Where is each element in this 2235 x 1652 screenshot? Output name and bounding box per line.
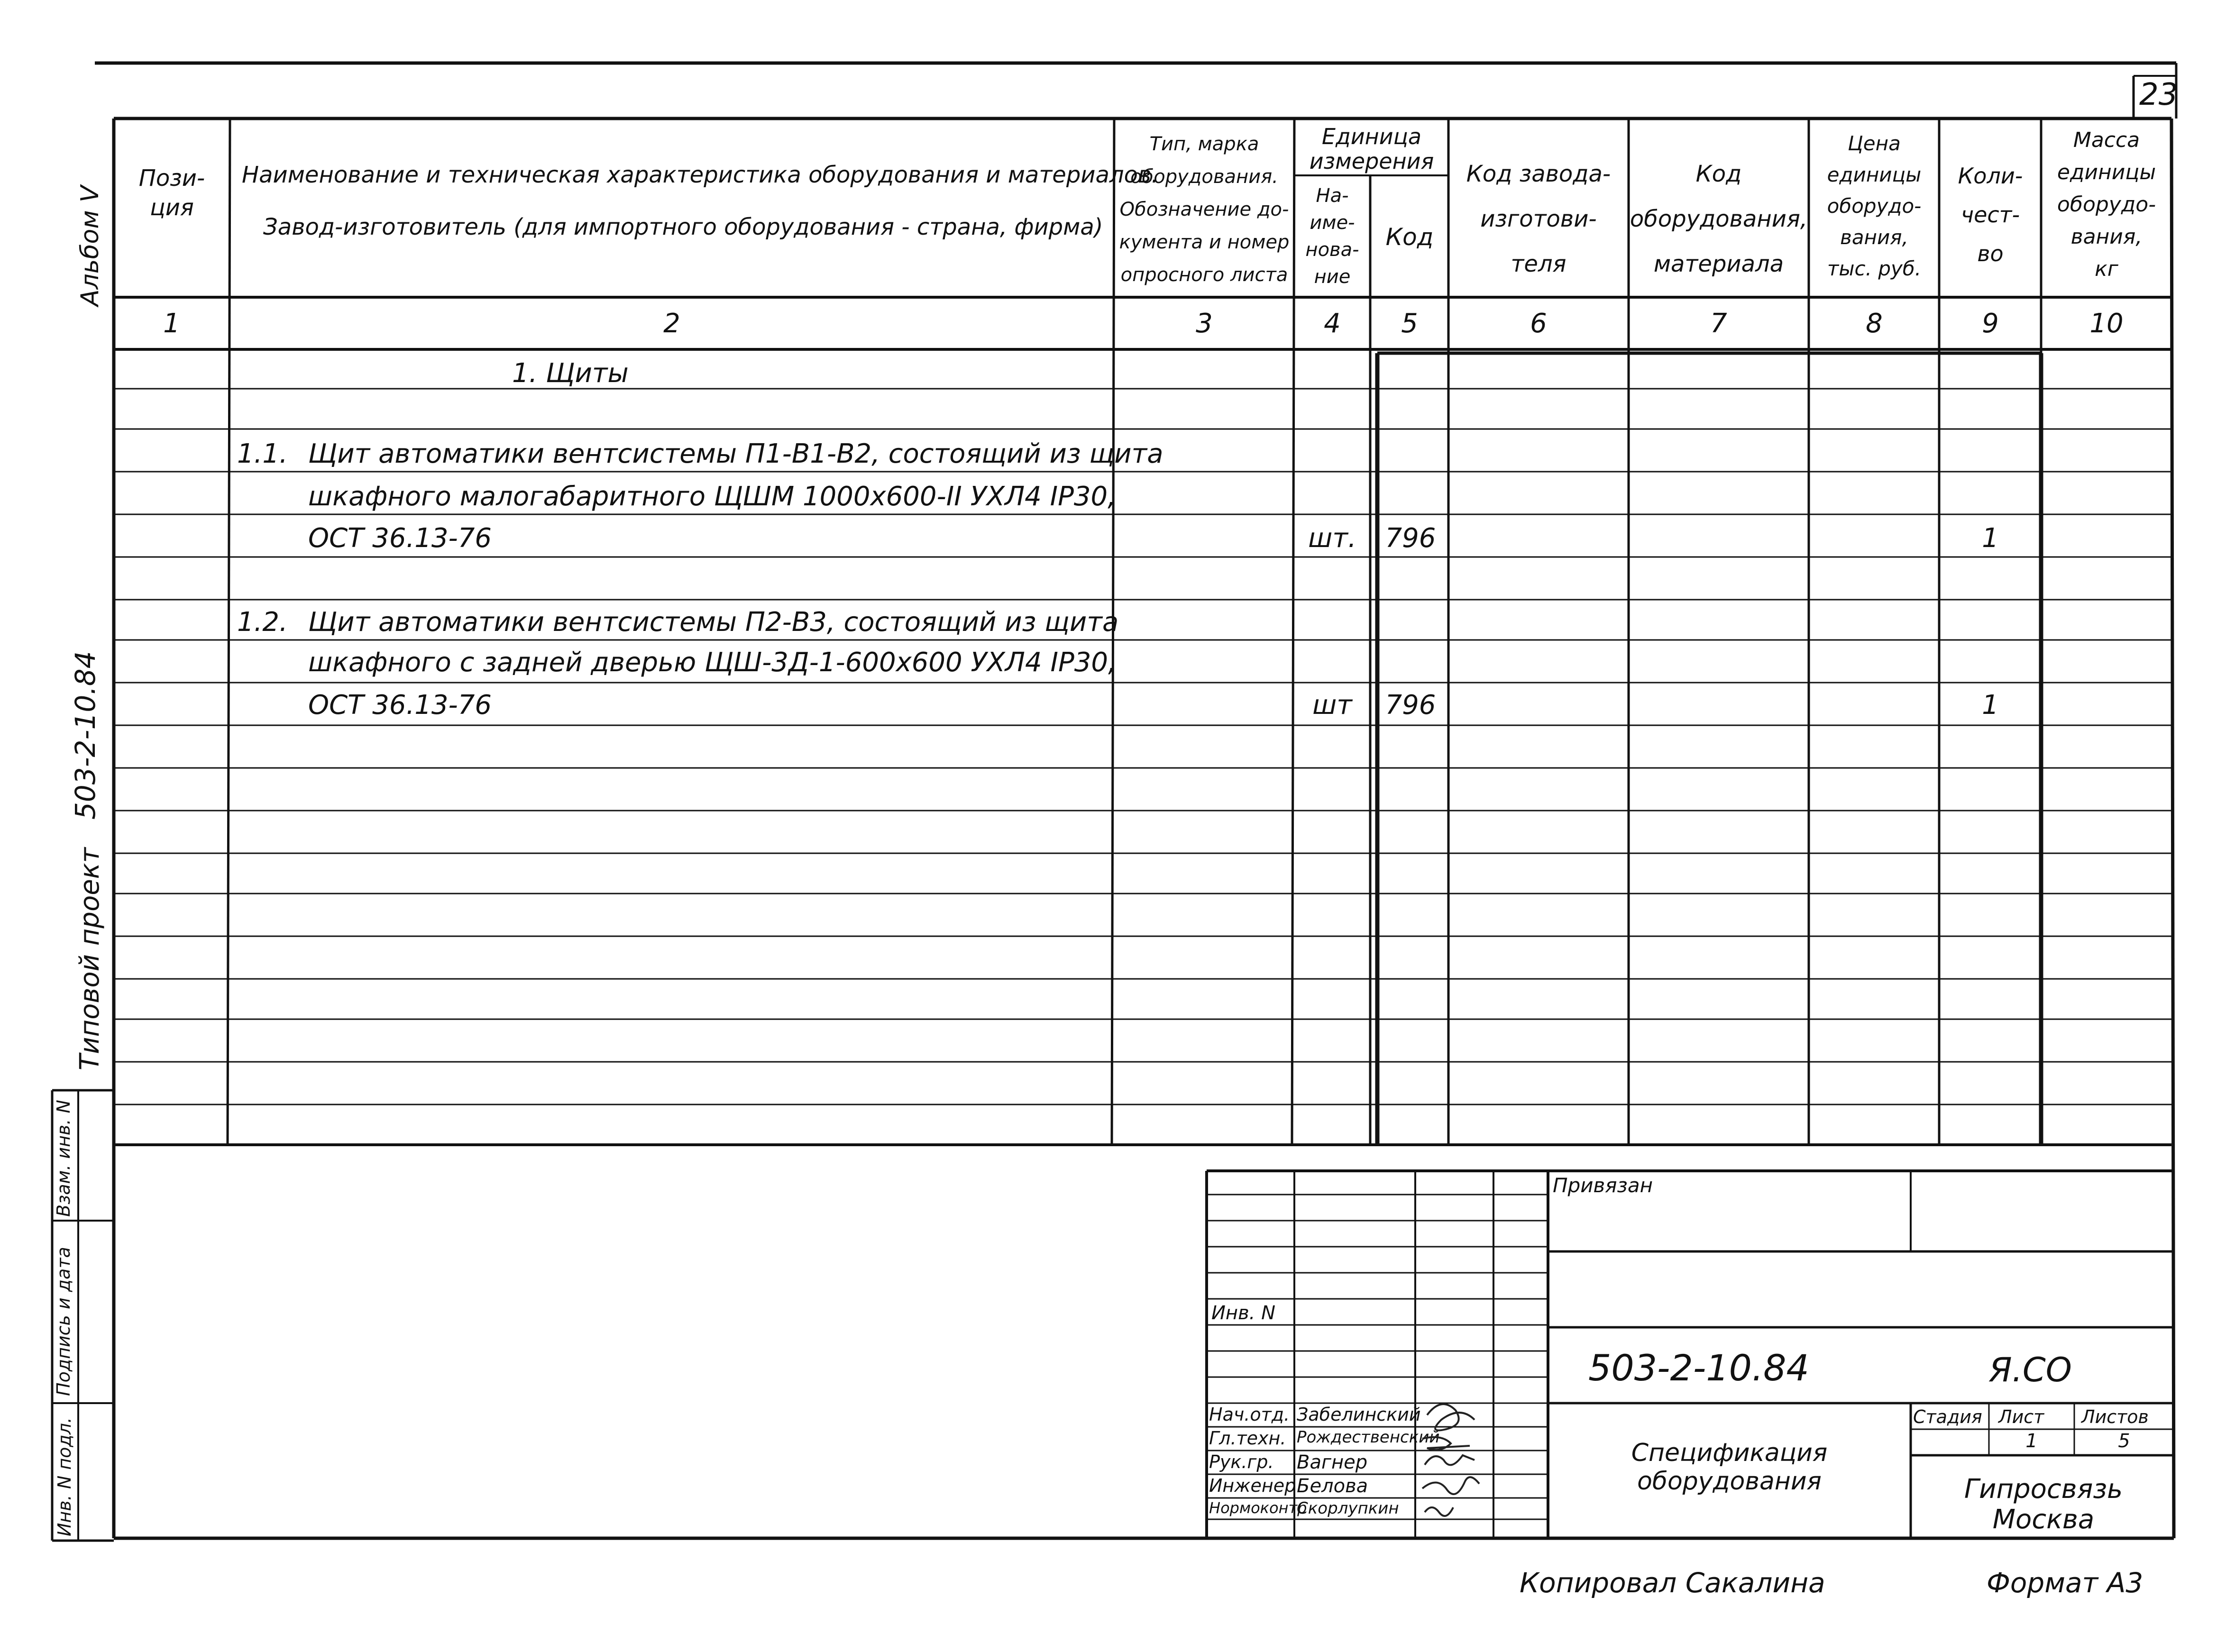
- header-type-line: Тип, марка: [1149, 133, 1259, 155]
- signer-role: Инженер: [1209, 1475, 1296, 1496]
- header-position-line: ция: [150, 194, 194, 221]
- inv-orig-label: Инв. N подл.: [54, 1417, 75, 1536]
- row-name: Щит автоматики вентсистемы П1-В1-В2, состоящий из щита: [308, 438, 1163, 469]
- signer-role: Нормоконтр: [1209, 1499, 1307, 1517]
- inv-n-label: Инв. N: [1211, 1302, 1275, 1324]
- signer-name: Вагнер: [1297, 1451, 1368, 1473]
- col-num-7: 7: [1710, 308, 1727, 339]
- header-price-line: вания,: [1840, 226, 1908, 249]
- header-price-line: единицы: [1827, 163, 1922, 186]
- col-num-10: 10: [2089, 308, 2124, 339]
- header-price-line: тыс. руб.: [1827, 257, 1922, 280]
- signer-name: Скорлупкин: [1297, 1499, 1399, 1518]
- replace-inv-label: Взам. инв. N: [53, 1100, 74, 1217]
- col-num-3: 3: [1196, 308, 1213, 339]
- header-equip-code-line: материала: [1653, 251, 1784, 277]
- row-name: Щит автоматики вентсистемы П2-В3, состоящий из щита: [308, 607, 1119, 638]
- col-num-2: 2: [663, 308, 680, 339]
- doc-title-line: оборудования: [1637, 1467, 1822, 1496]
- header-position-line: Пози-: [138, 165, 205, 192]
- header-price-line: оборудо-: [1827, 194, 1922, 218]
- header-unit-group-line: Единица: [1321, 124, 1422, 149]
- signer-name: Рождественский: [1297, 1428, 1440, 1447]
- signer-role: Гл.техн.: [1209, 1428, 1286, 1449]
- header-name-line2: Завод-изготовитель (для импортного оборудования - страна, фирма): [263, 214, 1103, 240]
- header-mass-line: вания,: [2070, 225, 2143, 249]
- row-name: ОСТ 36.13-76: [308, 523, 492, 554]
- col-num-1: 1: [163, 308, 180, 339]
- sheet-label: Лист: [1998, 1406, 2044, 1427]
- col-num-4: 4: [1324, 308, 1341, 339]
- row-qty: 1: [1982, 690, 1999, 721]
- header-type-line: опросного листа: [1120, 264, 1288, 286]
- header-type-line: Обозначение до-: [1119, 199, 1289, 220]
- row-name: ОСТ 36.13-76: [308, 690, 492, 721]
- row-code: 796: [1385, 523, 1436, 554]
- copied-by: Копировал Сакалина: [1520, 1567, 1825, 1599]
- header-qty-line: во: [1977, 241, 2004, 266]
- header-unit-name-line: име-: [1310, 212, 1355, 234]
- signer-name: Белова: [1297, 1475, 1368, 1497]
- row-position: 1.1.: [237, 438, 288, 469]
- header-type-line: кумента и номер: [1119, 231, 1290, 253]
- header-unit-code: Код: [1385, 223, 1434, 251]
- header-plant-code-line: Код завода-: [1466, 161, 1611, 187]
- row-qty: 1: [1982, 523, 1999, 554]
- header-qty-line: чест-: [1960, 202, 2020, 228]
- row-position: 1.2.: [237, 607, 288, 638]
- sheet-value: 1: [2025, 1430, 2038, 1452]
- sheets-value: 5: [2118, 1430, 2130, 1452]
- typical-project-label: Типовой проект: [74, 847, 105, 1070]
- doc-code: 503-2-10.84: [1588, 1347, 1809, 1389]
- col-num-9: 9: [1982, 308, 1999, 339]
- header-unit-name-line: нова-: [1305, 239, 1359, 261]
- row-name: шкафного малогабаритного ЩШМ 1000х600-II УХЛ4 IР30,: [308, 481, 1116, 512]
- header-mass-line: единицы: [2057, 160, 2156, 184]
- header-unit-name-line: ние: [1314, 266, 1351, 288]
- col-num-8: 8: [1866, 308, 1883, 339]
- header-mass-line: Масса: [2073, 128, 2140, 152]
- header-equip-code-line: Код: [1695, 161, 1742, 187]
- sheets-label: Листов: [2081, 1406, 2149, 1427]
- header-name-line1: Наименование и техническая характеристика оборудования и материалов.: [242, 162, 1159, 188]
- row-code: 796: [1385, 690, 1436, 721]
- header-mass-line: оборудо-: [2057, 192, 2156, 217]
- col-num-5: 5: [1401, 308, 1418, 339]
- header-qty-line: Коли-: [1958, 163, 2023, 189]
- header-plant-code-line: теля: [1511, 251, 1566, 277]
- stage-label: Стадия: [1913, 1406, 1982, 1427]
- organization-line: Москва: [1992, 1504, 2095, 1535]
- signer-name: Забелинский: [1297, 1404, 1421, 1425]
- sheet-number: 23: [2139, 77, 2178, 112]
- header-plant-code-line: изготови-: [1480, 206, 1597, 232]
- doc-title-line: Спецификация: [1631, 1439, 1828, 1467]
- col-num-6: 6: [1530, 308, 1547, 339]
- row-name: шкафного с задней дверью ЩШ-3Д-1-600х600 УХЛ4 IР30,: [308, 647, 1117, 678]
- row-unit: шт.: [1308, 523, 1356, 554]
- header-type-line: оборудования.: [1130, 166, 1278, 188]
- header-unit-name-line: На-: [1316, 185, 1349, 207]
- album-label: Альбом V: [76, 185, 104, 306]
- header-price-line: Цена: [1848, 132, 1901, 155]
- signature-date-label: Подпись и дата: [53, 1247, 74, 1396]
- header-mass-line: кг: [2095, 257, 2118, 281]
- privyazan-label: Привязан: [1553, 1174, 1653, 1197]
- organization-line: Гипросвязь: [1964, 1474, 2123, 1505]
- header-equip-code-line: оборудования,: [1630, 206, 1808, 232]
- row-unit: шт: [1312, 690, 1352, 721]
- project-code-label: 503-2-10.84: [69, 651, 101, 820]
- paper-format: Формат А3: [1987, 1567, 2143, 1599]
- header-unit-group-line: измерения: [1309, 148, 1434, 174]
- signer-role: Нач.отд.: [1209, 1404, 1290, 1425]
- signer-role: Рук.гр.: [1209, 1451, 1274, 1472]
- section-title: 1. Щиты: [512, 358, 629, 389]
- sheet-code: Я.СО: [1989, 1351, 2072, 1389]
